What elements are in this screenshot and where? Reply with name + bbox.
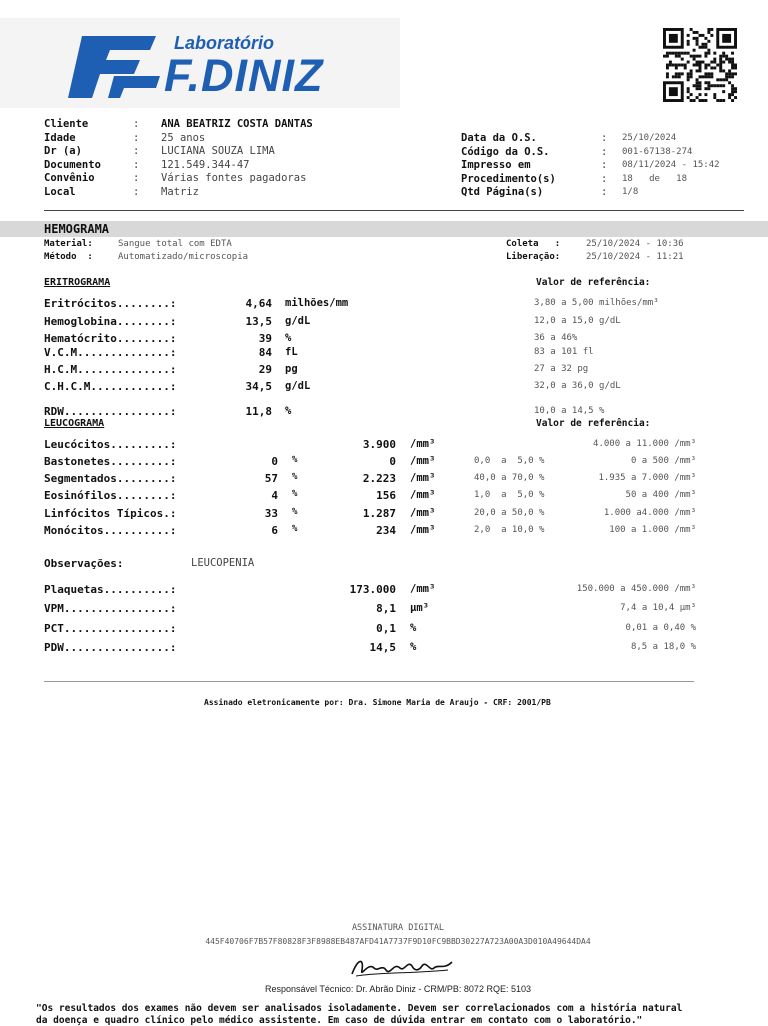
patient-field-value: ANA BEATRIZ COSTA DANTAS (161, 118, 313, 130)
leucograma-row-pct-unit: % (292, 523, 298, 534)
leucograma-ref-title: Valor de referência: (536, 418, 651, 429)
exam-title-band (0, 221, 768, 237)
order-field-colon: : (601, 172, 608, 185)
patient-field-value: Matriz (161, 185, 199, 198)
leucograma-row-ref-pct: 20,0 a 50,0 % (474, 507, 545, 518)
leucograma-row-pct: 33 (264, 506, 278, 520)
plaquetas-row-value: 0,1 (376, 621, 396, 635)
eritrograma-row-label: Eritrócitos........: (44, 297, 177, 310)
leucograma-row-ref-abs: 50 a 400 /mm³ (625, 490, 696, 501)
leucograma-row-label: Monócitos..........: (44, 523, 177, 537)
eritrograma-row-value: 29 (258, 363, 272, 376)
eritrograma-row-value: 84 (258, 346, 272, 359)
leucograma-row-pct-unit: % (292, 455, 298, 465)
eritrograma-row-value: 11,8 (245, 405, 272, 418)
leucograma-row-abs-unit: /mm³ (410, 489, 436, 502)
patient-field-colon: : (133, 158, 140, 171)
leucograma-row-pct-unit: % (292, 472, 298, 483)
metodo-label: Método : (44, 252, 93, 262)
plaquetas-row-unit: µm³ (410, 602, 429, 615)
plaquetas-row-ref: 8,5 a 18,0 % (630, 641, 696, 652)
lab-logo (0, 18, 400, 108)
eritrograma-row-unit: milhões/mm (285, 297, 349, 309)
order-field-colon: : (601, 186, 608, 198)
patient-field-value: LUCIANA SOUZA LIMA (161, 145, 275, 157)
leucograma-row-ref-abs: 0 a 500 /mm³ (630, 456, 696, 466)
patient-field-colon: : (133, 118, 140, 130)
leucograma-row-label: Eosinófilos........: (44, 489, 177, 503)
eritrograma-row-ref: 36 a 46% (534, 333, 578, 343)
leucocitos-value: 3.900 (362, 438, 396, 451)
leucograma-row-abs: 2.223 (362, 472, 396, 486)
patient-field-label: Idade (44, 131, 76, 144)
exam-title: HEMOGRAMA (44, 222, 110, 236)
disclaimer-line-2: da doença e quadro clínico pelo médico assistente. Em caso de dúvida entrar em contato com o laboratório." (36, 1015, 643, 1026)
coleta-label: Coleta : (506, 239, 561, 249)
liberacao-value: 25/10/2024 - 11:21 (586, 252, 684, 262)
eritrograma-ref-title: Valor de referência: (536, 277, 651, 288)
leucograma-row-abs-unit: /mm³ (410, 472, 436, 485)
order-field-value: 001-67138-274 (622, 146, 693, 157)
order-field-colon: : (601, 132, 608, 144)
patient-field-label: Documento (44, 158, 101, 171)
patient-field-label: Convênio (44, 172, 95, 184)
plaquetas-row-label: Plaquetas..........: (44, 583, 177, 596)
leucograma-row-abs-unit: /mm³ (410, 455, 436, 467)
leucograma-row-ref-abs: 1.000 a4.000 /mm³ (603, 507, 696, 518)
logo-big-text: F.DINIZ (164, 50, 324, 101)
leucograma-row-pct-unit: % (292, 506, 298, 517)
responsible-technician: Responsável Técnico: Dr. Abrão Diniz - CRM/PB: 8072 RQE: 5103 (265, 984, 531, 994)
material-value: Sangue total com EDTA (118, 239, 232, 249)
leucograma-row-ref-pct: 40,0 a 70,0 % (474, 473, 545, 484)
material-label: Material: (44, 239, 93, 249)
eritrograma-row-value: 13,5 (245, 315, 272, 328)
leucograma-row-pct: 0 (271, 455, 278, 468)
leucograma-row-abs: 234 (376, 523, 396, 537)
plaquetas-row-value: 173.000 (349, 583, 396, 596)
eritrograma-row-ref: 83 a 101 fl (534, 347, 594, 357)
eritrograma-row-ref: 32,0 a 36,0 g/dL (534, 381, 621, 391)
leucocitos-label: Leucócitos.........: (44, 438, 177, 451)
eritrograma-row-label: V.C.M..............: (44, 346, 177, 359)
leucocitos-ref: 4.000 a 11.000 /mm³ (593, 439, 696, 449)
leucograma-row-abs-unit: /mm³ (410, 506, 436, 519)
plaquetas-row-value: 14,5 (369, 640, 396, 654)
order-field-colon: : (601, 159, 608, 171)
eritrograma-row-value: 39 (258, 332, 272, 345)
leucograma-row-pct: 4 (271, 489, 278, 503)
eritrograma-row-label: Hematócrito........: (44, 332, 177, 345)
qr-code (663, 28, 737, 102)
patient-field-colon: : (133, 131, 140, 144)
order-field-value: 08/11/2024 - 15:42 (622, 160, 720, 170)
order-field-label: Qtd Página(s) (461, 186, 544, 198)
order-field-value: 18 de 18 (622, 173, 688, 184)
leucograma-row-pct: 6 (271, 523, 278, 537)
eritrograma-row-unit: % (285, 405, 292, 417)
coleta-value: 25/10/2024 - 10:36 (586, 239, 684, 249)
results-divider (44, 681, 694, 682)
plaquetas-row-unit: % (410, 621, 417, 634)
order-field-colon: : (601, 145, 608, 158)
digital-signature-title: ASSINATURA DIGITAL (351, 923, 445, 933)
eritrograma-row-label: Hemoglobina........: (44, 315, 177, 328)
plaquetas-row-label: PCT................: (44, 621, 177, 635)
eritrograma-row-ref: 10,0 a 14,5 % (534, 406, 605, 416)
eritrograma-row-label: H.C.M..............: (44, 363, 177, 376)
eritrograma-row-unit: fL (285, 346, 298, 358)
leucograma-row-ref-pct: 1,0 a 5,0 % (474, 490, 545, 501)
eritrograma-row-unit: g/dL (285, 315, 311, 327)
leucograma-title: LEUCOGRAMA (44, 418, 105, 429)
eritrograma-row-ref: 27 a 32 pg (534, 364, 589, 374)
leucograma-row-abs: 156 (376, 489, 396, 503)
eritrograma-title: ERITROGRAMA (44, 277, 111, 288)
handwritten-signature (348, 952, 458, 982)
leucograma-row-abs: 0 (389, 455, 396, 468)
leucograma-row-pct-unit: % (292, 489, 298, 500)
order-field-value: 1/8 (622, 187, 639, 197)
patient-field-colon: : (133, 172, 140, 184)
plaquetas-row-label: VPM................: (44, 602, 177, 616)
patient-field-value: 25 anos (161, 131, 206, 144)
plaquetas-row-value: 8,1 (376, 602, 396, 616)
order-field-label: Impresso em (461, 159, 531, 171)
plaquetas-row-unit: % (410, 640, 417, 653)
order-field-value: 25/10/2024 (622, 133, 677, 143)
order-field-label: Procedimento(s) (461, 172, 556, 185)
patient-field-label: Cliente (44, 118, 89, 130)
leucograma-row-abs: 1.287 (362, 506, 396, 520)
order-field-label: Data da O.S. (461, 132, 537, 144)
patient-field-value: Várias fontes pagadoras (161, 172, 307, 184)
leucograma-row-label: Linfócitos Típicos.: (44, 506, 177, 520)
eritrograma-row-unit: pg (285, 363, 298, 375)
observacoes-value: LEUCOPENIA (191, 557, 255, 569)
eritrograma-row-value: 34,5 (245, 380, 272, 393)
patient-field-label: Local (44, 185, 76, 198)
leucograma-row-ref-pct: 2,0 a 10,0 % (474, 524, 545, 535)
disclaimer-line-1: "Os resultados dos exames não devem ser analisados isoladamente. Devem ser correlacionados com a história natural (36, 1003, 683, 1014)
leucograma-row-label: Segmentados........: (44, 472, 177, 486)
patient-field-colon: : (133, 145, 140, 157)
liberacao-label: Liberação: (506, 252, 561, 262)
eritrograma-row-label: RDW................: (44, 405, 177, 418)
signature-line: Assinado eletronicamente por: Dra. Simone Maria de Araujo - CRF: 2001/PB (204, 698, 551, 707)
header-divider (44, 210, 744, 211)
eritrograma-row-label: C.H.C.M............: (44, 380, 177, 393)
plaquetas-row-ref: 7,4 a 10,4 µm³ (620, 603, 696, 614)
patient-field-colon: : (133, 185, 140, 198)
leucograma-row-label: Bastonetes.........: (44, 455, 177, 468)
order-field-label: Código da O.S. (461, 145, 550, 158)
plaquetas-row-unit: /mm³ (410, 583, 436, 595)
leucograma-row-ref-abs: 1.935 a 7.000 /mm³ (598, 473, 696, 484)
logo-mark-icon (64, 36, 164, 98)
leucograma-row-ref-pct: 0,0 a 5,0 % (474, 456, 545, 466)
observacoes-label: Observações: (44, 557, 124, 570)
eritrograma-row-ref: 12,0 a 15,0 g/dL (534, 316, 621, 326)
eritrograma-row-value: 4,64 (245, 297, 272, 310)
eritrograma-row-ref: 3,80 a 5,00 milhões/mm³ (534, 298, 659, 308)
logo-small-text: Laboratório (174, 33, 275, 53)
plaquetas-row-ref: 0,01 a 0,40 % (625, 622, 696, 633)
eritrograma-row-unit: % (285, 332, 292, 344)
leucocitos-unit: /mm³ (410, 438, 436, 450)
patient-field-value: 121.549.344-47 (161, 158, 250, 171)
patient-field-label: Dr (a) (44, 145, 82, 157)
leucograma-row-pct: 57 (264, 472, 278, 486)
leucograma-row-ref-abs: 100 a 1.000 /mm³ (609, 524, 696, 535)
eritrograma-row-unit: g/dL (285, 380, 311, 392)
plaquetas-row-label: PDW................: (44, 640, 177, 654)
digital-signature-hash: 445F40706F7B57F80828F3F8988EB487AFD41A7737F9D10FC9BBD30227A723A00A3D010A49644DA4 (205, 937, 591, 946)
leucograma-row-abs-unit: /mm³ (410, 523, 436, 536)
plaquetas-row-ref: 150.000 a 450.000 /mm³ (576, 584, 696, 594)
metodo-value: Automatizado/microscopia (118, 252, 249, 262)
